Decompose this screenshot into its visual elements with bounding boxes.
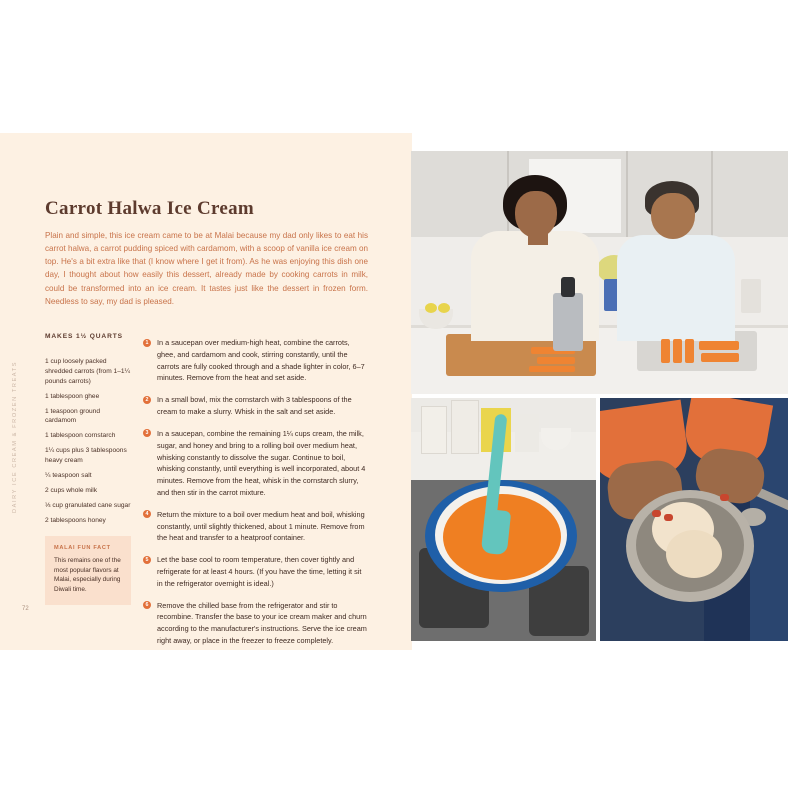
left-page <box>0 133 409 650</box>
recipe-step <box>143 394 367 418</box>
step-number-badge: 4 <box>143 510 151 518</box>
step-number-badge: 6 <box>143 601 151 609</box>
step-number-badge: 5 <box>143 556 151 564</box>
list-item: 1 tablespoon cornstarch <box>45 432 116 440</box>
fun-fact-box <box>45 536 131 605</box>
recipe-step <box>143 600 367 647</box>
step-text: Remove the chilled base from the refrigerator and stir to recombine. Transfer the base to your ice cream maker and churn according to the manufacturer's instructions. Serve the ice cream right away, or place in the freezer to freeze completely. <box>157 600 367 646</box>
photo-pan-of-carrots <box>411 398 596 641</box>
recipe-intro: Plain and simple, this ice cream came to be at Malai because my dad only likes to eat his carrot halwa, a carrot pudding spiced with cardamom, with a scoop of vanilla ice cream on top. He's a bit extra like that (I know where I get it from). As he was enjoying this dish one day, I thought about how easily this dessert, already made by cooking carrots in milk, could be transformed into an ice cream. It tastes just like the dessert in frozen form. Needless to say, my dad is pleased. <box>45 231 368 306</box>
step-text: Return the mixture to a boil over medium heat and boil, whisking constantly, until slightly thickened, about 1 minute. Remove from the heat and transfer to a heatproof container. <box>157 509 365 543</box>
step-number-badge: 2 <box>143 396 151 404</box>
fun-fact-heading: MALAI FUN FACT <box>54 545 111 551</box>
ingredient-list <box>45 357 131 531</box>
list-item: 1 cup loosely packed shredded carrots (from 1–1¼ pounds carrots) <box>45 358 131 385</box>
recipe-yield: MAKES 1½ QUARTS <box>45 333 123 340</box>
list-item: ¼ teaspoon salt <box>45 472 92 480</box>
step-number-badge: 1 <box>143 339 151 347</box>
recipe-step <box>143 337 367 384</box>
list-item: 2 cups whole milk <box>45 486 98 494</box>
step-text: Let the base cool to room temperature, then cover tightly and refrigerate for at least 4 hours. (If you have the time, letting it sit in the refrigerator overnight is ideal.) <box>157 555 362 588</box>
list-item: ⅓ cup granulated cane sugar <box>45 501 131 509</box>
list-item: 1¼ cups plus 3 tablespoons heavy cream <box>45 447 127 465</box>
step-text: In a saucepan over medium-high heat, combine the carrots, ghee, and cardamom and cook, stirring constantly, until the carrots are fully cooked through and a shade lighter in color, 6–7 minutes. Remove from the heat and set aside. <box>157 338 365 383</box>
step-text: In a small bowl, mix the cornstarch with 3 tablespoons of the cream to make a slurry. Whisk in the salt and set aside. <box>157 395 352 417</box>
recipe-step <box>143 509 367 544</box>
recipe-steps <box>143 337 367 657</box>
list-item: 1 tablespoon ghee <box>45 392 100 400</box>
list-item: 2 tablespoons honey <box>45 516 106 524</box>
running-head: DAIRY ICE CREAM & FROZEN TREATS <box>12 360 18 513</box>
page-title: Carrot Halwa Ice Cream <box>45 197 255 219</box>
step-number-badge: 3 <box>143 429 151 437</box>
step-text: In a saucepan, combine the remaining 1¼ cups cream, the milk, sugar, and honey and bring to a rolling boil over medium heat, whisking constantly to dissolve the sugar. Continue to boil, whisking constantly, until everything is well incorporated, about 4 minutes. Remove from the heat, whisk in the cornstarch slurry, and then stir in the carrot mixture. <box>157 428 366 497</box>
photo-bowl-of-ice-cream <box>600 398 788 641</box>
list-item: 1 teaspoon ground cardamom <box>45 407 100 425</box>
page-number: 72 <box>22 606 29 612</box>
fun-fact-text: This remains one of the most popular flavors at Malai, especially during Diwali time. <box>54 557 121 593</box>
photo-kitchen-grating-carrots <box>411 151 788 394</box>
recipe-step <box>143 428 367 499</box>
recipe-step <box>143 554 367 589</box>
